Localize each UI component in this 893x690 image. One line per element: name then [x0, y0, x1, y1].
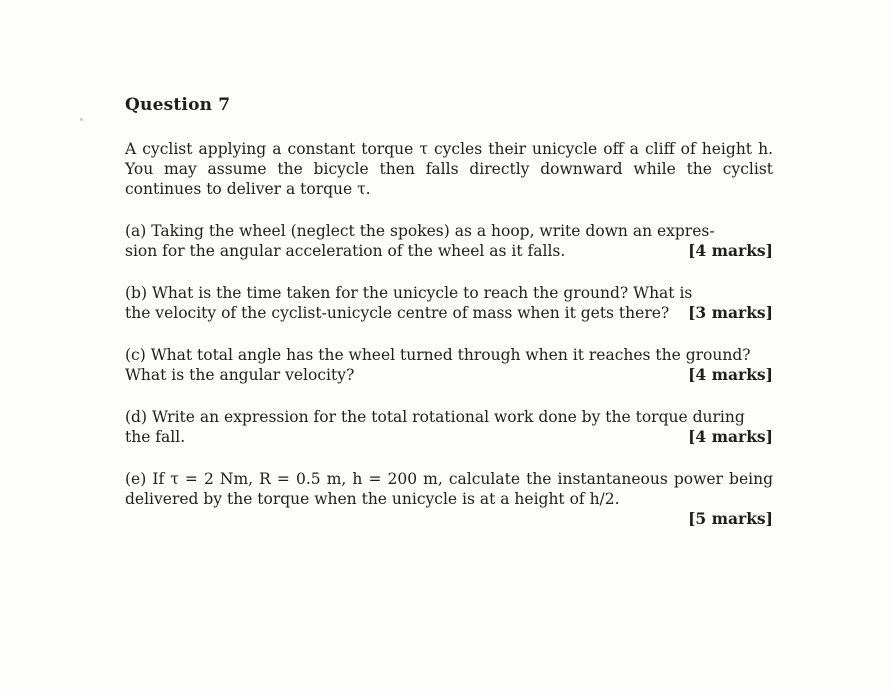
part-d-marks: [4 marks]	[688, 427, 773, 446]
part-b-text-last: the velocity of the cyclist-unicycle centre of mass when it gets there?	[125, 304, 670, 322]
part-a	[125, 221, 773, 261]
part-d-text: (d) Write an expression for the total rotational work done by the torque during	[125, 408, 745, 426]
scan-speck	[80, 118, 83, 121]
part-a-marks: [4 marks]	[688, 241, 773, 260]
part-c-marks: [4 marks]	[688, 365, 773, 384]
part-b-text: (b) What is the time taken for the unicycle to reach the ground? What is	[125, 284, 693, 302]
part-d-text-last: the fall.	[125, 428, 186, 446]
part-e-marks: [5 marks]	[688, 509, 773, 528]
part-c	[125, 345, 773, 385]
question-title: Question 7	[125, 95, 231, 115]
part-b	[125, 283, 773, 323]
part-e	[125, 469, 773, 529]
part-c-text-last: What is the angular velocity?	[125, 366, 355, 384]
question-intro: A cyclist applying a constant torque τ cycles their unicycle off a cliff of height h. You may assume the bicycle then falls directly downward while the cyclist continues to deliver a torque τ.	[125, 140, 773, 198]
part-b-marks: [3 marks]	[688, 303, 773, 322]
part-e-text: (e) If τ = 2 Nm, R = 0.5 m, h = 200 m, calculate the instantaneous power being delivered by the torque when the unicycle is at a height of h/2.	[125, 470, 773, 508]
part-a-text: (a) Taking the wheel (neglect the spokes) as a hoop, write down an expres-	[125, 222, 715, 240]
part-c-text: (c) What total angle has the wheel turned through when it reaches the ground?	[125, 346, 751, 364]
question-block	[125, 95, 773, 551]
part-d	[125, 407, 773, 447]
part-a-text-last: sion for the angular acceleration of the wheel as it falls.	[125, 242, 566, 260]
